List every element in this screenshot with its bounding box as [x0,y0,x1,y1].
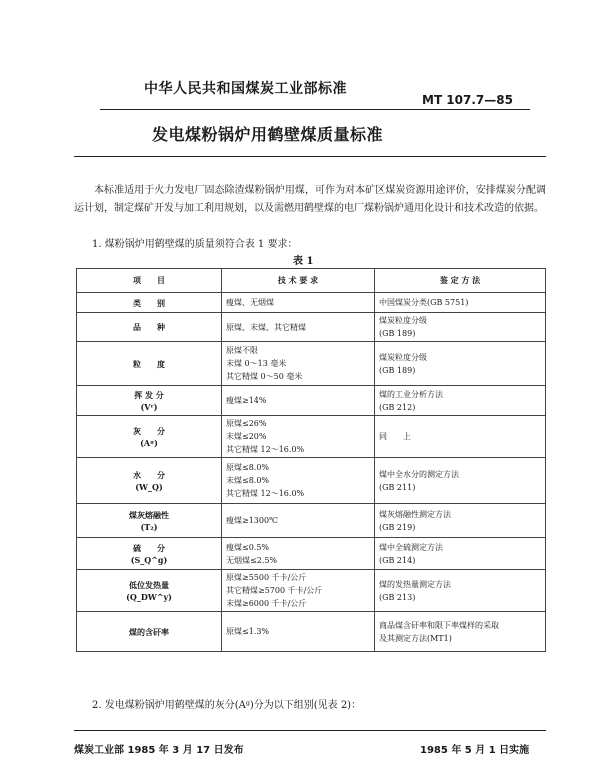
row-requirements-line: 其它精煤 12～16.0% [226,445,305,454]
row-item-line: (Q_DW^y) [126,591,172,602]
row-requirements-line: 末煤≤20% [226,432,267,441]
row-method-line: 煤灰熔融性测定方法 [379,509,451,519]
table-caption: 表 1 [293,256,314,267]
row-item-line: (W_Q) [135,481,163,492]
table-row [77,458,546,504]
row-item-line: 粒 度 [133,358,165,369]
row-requirements-line: 末煤 0～13 毫米 [226,359,287,368]
row-requirements-line: 原煤≤26% [226,419,267,428]
row-requirements [222,386,375,416]
row-requirements [222,504,375,538]
row-method [375,313,546,342]
row-method-line: (GB 212) [379,402,416,412]
row-method-line: 煤中全硫测定方法 [379,542,443,552]
table-row [77,313,546,342]
table-row [77,416,546,458]
header-method: 鉴 定 方 法 [375,269,546,293]
row-method [375,342,546,386]
table-row [77,504,546,538]
row-method [375,612,546,652]
row-item [77,313,222,342]
row-method [375,416,546,458]
title-divider [74,156,546,157]
row-method-line: 煤炭粒度分级 [379,316,427,325]
row-item [77,570,222,612]
row-item-line: 煤的含矸率 [129,626,169,637]
row-item-line: 挥 发 分 [134,389,164,400]
row-item [77,458,222,504]
row-requirements-line: 原煤、末煤、其它精煤 [226,322,306,332]
standard-code: MT 107.7—85 [422,93,513,107]
table-row [77,293,546,313]
intro-paragraph: 本标准适用于火力发电厂固态除渣煤粉锅炉用煤，可作为对本矿区煤炭资源用途评价，安排煤炭分配调运计划，制定煤矿开发与加工利用规划，以及需燃用鹤壁煤的电厂煤粉锅炉通用化设计和技术改造的依据。 [74,185,546,214]
table-header-row [77,269,546,293]
row-requirements-line: 末煤≥6000 千卡/公斤 [226,599,307,608]
row-method [375,570,546,612]
row-item-line: 灰 分 [133,425,165,436]
row-requirements-line: 瘦煤、无烟煤 [226,298,274,307]
quality-table [76,268,546,652]
row-method-line: 煤炭粒度分级 [379,352,427,362]
row-method [375,293,546,313]
row-method [375,504,546,538]
row-method-line: 煤的发热量测定方法 [379,579,451,589]
row-item-line: 低位发热量 [129,579,169,590]
row-method-line: (GB 214) [379,555,416,565]
header-divider [100,109,530,110]
row-item-line: 水 分 [133,469,165,480]
row-item [77,342,222,386]
row-method-line: (GB 211) [379,482,416,492]
row-method [375,458,546,504]
clause-2: 2. 发电煤粉锅炉用鹤壁煤的灰分(Aᵍ)分为以下组别(见表 2)： [92,700,362,711]
header-requirements: 技 术 要 求 [222,269,375,293]
row-item-line: 煤灰熔融性 [129,509,169,520]
issuing-organization: 中华人民共和国煤炭工业部标准 [144,81,347,97]
row-method-line: (GB 189) [379,365,416,375]
row-method-line: (GB 213) [379,592,416,602]
issue-date: 煤炭工业部 1985 年 3 月 17 日发布 [74,745,244,756]
row-method-line: 中国煤炭分类(GB 5751) [379,298,469,307]
row-item-line: (Aᵍ) [140,437,158,448]
row-method-line: 及其测定方法(MT1) [379,633,452,643]
row-method-line: 煤中全水分的测定方法 [379,469,459,479]
table-row [77,612,546,652]
row-requirements [222,416,375,458]
row-item-line: (S_Q^g) [130,554,168,565]
row-requirements [222,612,375,652]
row-item [77,386,222,416]
row-method [375,538,546,570]
table-row [77,570,546,612]
row-requirements-line: 原煤≤1.3% [226,627,270,636]
row-requirements-line: 其它精煤≥5700 千卡/公斤 [226,586,323,595]
table-row [77,386,546,416]
row-requirements-line: 瘦煤≥1300℃ [226,516,279,525]
row-requirements-line: 无烟煤≤2.5% [226,555,278,565]
row-item-line: 品 种 [133,322,165,332]
row-requirements-line: 原煤不限 [226,346,258,355]
row-item [77,293,222,313]
row-requirements [222,538,375,570]
row-method-line: (GB 219) [379,522,416,532]
row-requirements [222,570,375,612]
row-item-line: 硫 分 [133,542,165,553]
row-item [77,504,222,538]
header-item: 项 目 [77,269,222,293]
row-requirements-line: 末煤≤8.0% [226,476,270,485]
row-method [375,386,546,416]
row-requirements-line: 原煤≥5500 千卡/公斤 [226,573,307,582]
row-requirements [222,313,375,342]
row-method-line: 同 上 [379,432,411,441]
row-method-line: 煤的工业分析方法 [379,389,443,399]
row-requirements [222,293,375,313]
row-item [77,612,222,652]
footer-divider [74,730,546,731]
row-method-line: 商品煤含矸率和限下率煤样的采取 [379,620,499,630]
row-requirements-line: 瘦煤≥14% [226,396,267,405]
row-requirements-line: 瘦煤≤0.5% [226,542,270,552]
table-row [77,538,546,570]
table-row [77,342,546,386]
row-item [77,538,222,570]
row-requirements [222,458,375,504]
row-item-line: 类 别 [133,297,165,308]
clause-1: 1. 煤粉锅炉用鹤壁煤的质量须符合表 1 要求： [92,239,298,250]
row-item-line: (T₂) [140,521,158,532]
row-requirements-line: 其它精煤 0～50 毫米 [226,372,303,381]
row-item-line: (Vʳ) [140,401,158,412]
row-method-line: (GB 189) [379,329,416,338]
effective-date: 1985 年 5 月 1 日实施 [420,745,530,756]
document-title: 发电煤粉锅炉用鹤壁煤质量标准 [152,125,384,144]
row-item [77,416,222,458]
row-requirements-line: 原煤≤8.0% [226,463,270,472]
row-requirements [222,342,375,386]
row-requirements-line: 其它精煤 12～16.0% [226,489,305,498]
